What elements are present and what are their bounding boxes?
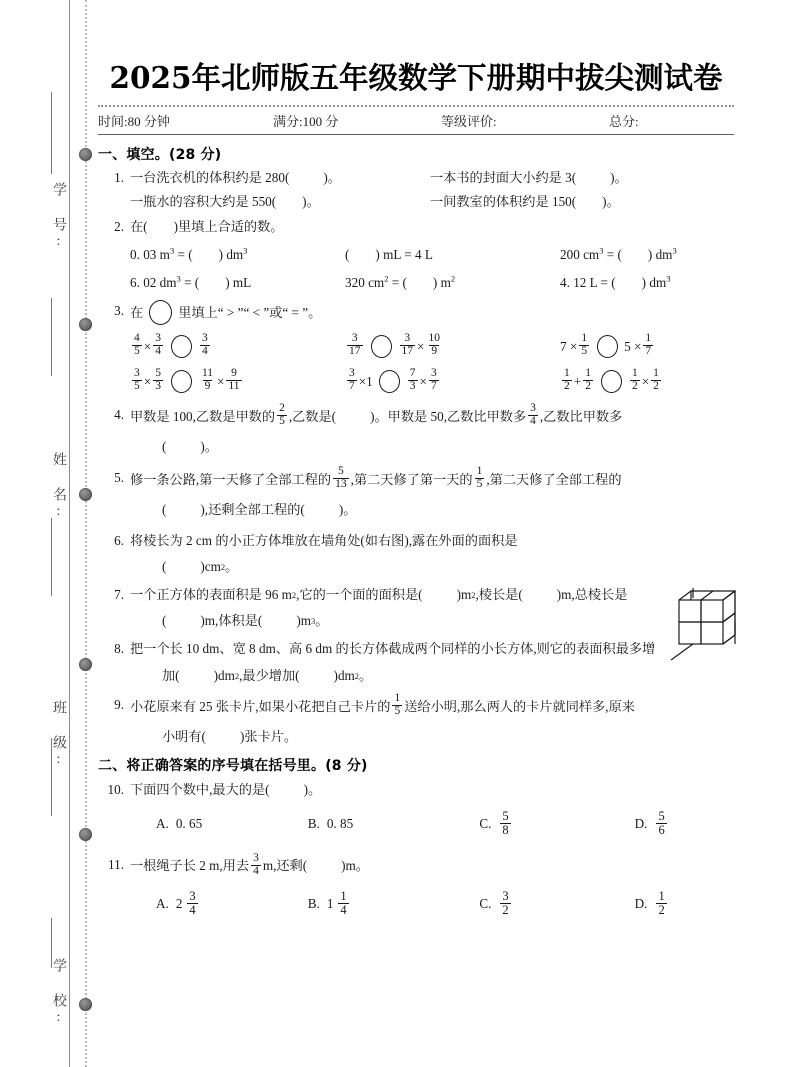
q6-text-4: 。 — [225, 559, 239, 575]
math-operator: × — [143, 338, 152, 354]
margin-divider — [51, 92, 52, 174]
comparison-circle[interactable] — [601, 370, 622, 393]
q8-text-3: )dm — [213, 668, 235, 684]
q11-text-2: m,还剩( — [262, 858, 308, 874]
option-label: B. — [307, 816, 320, 832]
comparison-circle[interactable] — [171, 335, 192, 358]
fraction-1-2: $\frac{1}{2}$ — [653, 367, 659, 393]
fraction-3-7: $\frac{3}{7}$ — [430, 367, 437, 393]
math-operator: × — [419, 373, 427, 389]
question-11 — [98, 851, 734, 879]
fraction-3-17: $\frac{3}{17}$ — [401, 332, 413, 358]
fraction-2-5: 2 5 — [279, 402, 285, 428]
fraction-11-9: $\frac{11}{9}$ — [201, 367, 214, 393]
fraction-5-8: 5 8 — [502, 808, 509, 837]
fraction-1-2: 1 2 — [658, 888, 665, 917]
question-number: 10. — [107, 781, 124, 797]
question-10 — [98, 779, 734, 801]
q3-comparison-item — [130, 369, 345, 394]
fraction-3-4: 3 4 — [201, 332, 208, 358]
question-number: 1. — [114, 170, 124, 186]
q4-text-3: )。甲数是 50,乙数比甲数多 — [370, 408, 527, 424]
q1-item-c: 一瓶水的容积大约是 550( — [130, 194, 277, 210]
q7-text-6: ( — [162, 613, 167, 629]
exam-content — [98, 0, 734, 918]
q8-text-6: 。 — [359, 668, 373, 684]
q9-text-3: 小明有( — [162, 728, 206, 744]
section-heading-multiple-choice: 二、将正确答案的序号填在括号里。(8 分) — [98, 757, 368, 774]
q4-text-2: ,乙数是( — [288, 408, 337, 424]
comparison-circle[interactable] — [149, 300, 172, 325]
math-operator: × — [217, 373, 225, 389]
margin-label-student-id: 学 号: — [51, 182, 66, 252]
option-d[interactable] — [634, 808, 734, 838]
question-6: 6. 将棱长为 2 cm 的小正方体堆放在墙角处(如右图),露在外面的面积是 ( )cm 2 。 — [98, 530, 734, 578]
fraction-3-4: $\frac{3}{4}$ — [155, 332, 161, 358]
q8-text-2: 加( — [162, 668, 180, 684]
question-number: 2. — [114, 219, 124, 235]
q1-item-d: 一间教室的体积约是 150( — [430, 194, 577, 210]
option-value: 2 — [175, 896, 183, 912]
fraction-3-4: 3 4 — [189, 888, 196, 917]
q9-text-2: 送给小明,那么两人的卡片就同样多,原来 — [404, 698, 635, 714]
q6-text-1: 将棱长为 2 cm 的小正方体堆放在墙角处(如右图),露在外面的面积是 — [130, 533, 518, 549]
exam-total-marks: 满分:100 分 — [273, 114, 339, 130]
q7-text-5: )m,总棱长是 — [556, 587, 628, 603]
option-label: A. — [156, 816, 169, 832]
info-bottom-rule — [98, 134, 734, 135]
q2-prompt-end: )里填上合适的数。 — [173, 219, 284, 235]
option-a[interactable] — [156, 811, 308, 838]
question-number: 6. — [114, 533, 124, 549]
fraction-1-2: $\frac{1}{2}$ — [585, 367, 591, 393]
fraction-3-4: 3 4 — [530, 402, 536, 428]
question-2 — [98, 216, 734, 294]
fraction-9-11: $\frac{9}{11}$ — [228, 367, 240, 393]
fraction-3-4: 3 4 — [253, 851, 259, 877]
q4-text-6: )。 — [200, 439, 218, 455]
binding-hole-icon — [79, 318, 92, 331]
question-number: 9. — [114, 697, 124, 713]
question-number: 3. — [114, 303, 124, 319]
q10-stem-end: )。 — [303, 781, 322, 797]
stacked-cubes-corner-diagram — [663, 586, 741, 664]
q2-prompt-start: 在( — [130, 219, 148, 235]
q9-text-4: )张卡片。 — [239, 728, 298, 744]
exam-info-row — [98, 107, 734, 134]
q8-text-4: ,最少增加( — [239, 668, 300, 684]
exam-score-field[interactable]: 总分: — [609, 114, 639, 130]
q3-comparison-item — [560, 334, 750, 359]
q1-item-a: 一台洗衣机的体积约是 280( — [130, 170, 290, 186]
option-label: A. — [156, 896, 169, 912]
fraction-1-2: 1 2 — [564, 367, 570, 393]
q5-text-4: ( — [162, 502, 167, 518]
q1-item-b-end: )。 — [610, 170, 628, 186]
question-number: 4. — [114, 407, 124, 423]
option-label: C. — [479, 896, 492, 912]
q3-comparison-item — [560, 369, 750, 394]
q9-text-1: 小花原来有 25 张卡片,如果小花把自己卡片的 — [130, 698, 391, 714]
question-8: 8. 把一个长 10 dm、宽 8 dm、高 6 dm 的长方体截成两个同样的小长方体,则它的表面积最多增 加( )dm 2 ,最少增加( )dm 2 。 — [98, 638, 734, 687]
question-9 — [98, 694, 734, 748]
fraction-5-13: 5 13 — [335, 465, 347, 491]
q3-prompt-start: 在 — [130, 304, 144, 320]
q6-text-2: ( — [162, 559, 167, 575]
comparison-circle[interactable] — [597, 335, 618, 358]
margin-rule — [69, 0, 70, 1067]
q3-comparison-item — [345, 369, 560, 394]
q1-item-d-end: )。 — [602, 194, 620, 210]
comparison-circle[interactable] — [379, 370, 400, 393]
exam-duration: 时间:80 分钟 — [98, 114, 170, 130]
q11-text-1: 一根绳子长 2 m,用去 — [130, 858, 250, 874]
fraction-5-3: $\frac{5}{3}$ — [155, 367, 161, 393]
math-operator: × — [143, 373, 152, 389]
question-number: 5. — [114, 470, 124, 486]
fraction-1-5: 1 5 — [476, 465, 483, 491]
binding-hole-icon — [79, 828, 92, 841]
exam-grade-field[interactable]: 等级评价: — [441, 114, 497, 130]
math-operator: 5 × — [624, 338, 642, 354]
question-number: 7. — [114, 587, 124, 603]
section-heading-fill-blank: 一、填空。(28 分) — [98, 147, 222, 164]
q7-text-4: ,棱长是( — [475, 587, 523, 603]
q4-text-5: ( — [162, 439, 167, 455]
option-b[interactable] — [308, 811, 480, 838]
q5-text-3: ,第二天修了全部工程的 — [486, 471, 622, 487]
margin-label-school: 学 校: — [51, 958, 66, 1028]
math-operator: × — [417, 338, 425, 354]
q8-text-5: )dm — [333, 668, 355, 684]
option-c[interactable] — [479, 808, 634, 838]
option-c[interactable] — [479, 888, 634, 918]
q7-text-8: )m — [296, 613, 311, 629]
question-number: 8. — [114, 641, 124, 657]
fraction-7-3: $\frac{7}{3}$ — [409, 367, 416, 393]
q3-comparison-item — [345, 334, 560, 359]
question-1 — [98, 167, 734, 213]
fraction-1-4: 1 4 — [340, 888, 347, 917]
option-d[interactable] — [634, 888, 734, 918]
question-5 — [98, 467, 734, 521]
fraction-3-5: $\frac{3}{5}$ — [134, 367, 140, 393]
q7-text-9: 。 — [315, 613, 329, 629]
q1-item-c-end: )。 — [302, 194, 320, 210]
q5-text-5: ),还剩全部工程的( — [200, 502, 305, 518]
option-label: C. — [479, 816, 492, 832]
q5-text-6: )。 — [338, 502, 357, 518]
binding-hole-icon — [79, 488, 92, 501]
math-operator: 7 × — [560, 338, 578, 354]
q3-prompt-end: 里填上“ > ”“ < ”或“ = ”。 — [178, 304, 322, 320]
q6-text-3: )cm — [200, 559, 221, 575]
page-title: 2025年北师版五年级数学下册期中拔尖测试卷 — [109, 60, 723, 95]
fraction-3-7: $\frac{3}{7}$ — [349, 367, 355, 393]
q8-text-1: 把一个长 10 dm、宽 8 dm、高 6 dm 的长方体截成两个同样的小长方体,则它的表面积最多增 — [130, 641, 656, 657]
question-number: 11. — [108, 856, 124, 872]
fraction-1-5: 1 5 — [394, 692, 401, 718]
math-operator: + — [573, 373, 582, 389]
option-value: 1 — [326, 896, 334, 912]
q7-text-7: )m,体积是( — [200, 613, 263, 629]
option-b[interactable] — [307, 888, 480, 918]
question-4 — [98, 404, 734, 458]
q2-conversion-2[interactable]: ( ) mL = 4 L — [345, 247, 433, 263]
math-operator: ×1 — [358, 373, 373, 389]
q2-conversion-3[interactable]: 200 $cm^3$ = ( ) $dm^3$ — [560, 246, 677, 263]
question-3 — [98, 300, 734, 394]
option-value: 0. 85 — [326, 816, 354, 832]
fraction-3-2: 3 2 — [502, 888, 509, 917]
question-7: 7. 一个正方体的表面积是 96 m 2 ,它的一个面的面积是( )m 2 ,棱长是( )m,总棱长是 ( )m,体积是( )m 3 。 — [98, 584, 734, 632]
option-label: D. — [634, 896, 648, 912]
q10-stem: 下面四个数中,最大的是( — [130, 781, 270, 797]
q4-text-4: ,乙数比甲数多 — [539, 408, 623, 424]
q2-conversion-5[interactable]: 320 $cm^2$ = ( ) $m^2$ — [345, 274, 456, 291]
q1-item-a-end: )。 — [323, 170, 341, 186]
q7-text-1: 一个正方体的表面积是 96 m — [130, 587, 292, 603]
binding-hole-icon — [79, 148, 92, 161]
fraction-3-17: 3 17 — [349, 332, 361, 358]
comparison-circle[interactable] — [171, 370, 192, 393]
fraction-5-6: 5 6 — [658, 808, 665, 837]
q11-text-3: )m。 — [341, 858, 369, 874]
fraction-1-7: $\frac{1}{7}$ — [645, 332, 652, 358]
option-a[interactable] — [156, 888, 308, 918]
q2-conversion-6[interactable]: 4. 12 L = ( ) $dm^3$ — [560, 274, 671, 291]
q1-item-b: 一本书的封面大小约是 3( — [430, 170, 577, 186]
q5-text-2: ,第二天修了第一天的 — [350, 471, 473, 487]
margin-divider — [51, 298, 52, 376]
comparison-circle[interactable] — [371, 335, 392, 358]
q7-text-2: ,它的一个面的面积是( — [296, 587, 423, 603]
q2-conversion-1[interactable]: 0. 03 $m^3$ = ( ) $dm^3$ — [130, 246, 248, 263]
q3-comparison-item — [130, 334, 345, 359]
fraction-10-9: $\frac{10}{9}$ — [428, 332, 440, 358]
margin-label-name: 姓 名: — [51, 452, 66, 522]
fraction-1-5: $\frac{1}{5}$ — [581, 332, 588, 358]
margin-divider — [51, 518, 52, 596]
q5-text-1: 修一条公路,第一天修了全部工程的 — [130, 471, 332, 487]
option-label: B. — [307, 896, 320, 912]
option-value: 0. 65 — [175, 816, 203, 832]
math-operator: × — [641, 373, 650, 389]
q4-text-1: 甲数是 100,乙数是甲数的 — [130, 408, 276, 424]
margin-label-class: 班 级: — [51, 700, 66, 770]
option-label: D. — [634, 816, 648, 832]
fraction-1-2: $\frac{1}{2}$ — [631, 367, 638, 393]
binding-hole-icon — [79, 658, 92, 671]
fraction-4-5: $\frac{4}{5}$ — [134, 332, 140, 358]
q7-text-3: )m — [456, 587, 472, 603]
binding-hole-icon — [79, 998, 92, 1011]
q2-conversion-4[interactable]: 6. 02 $dm^3$ = ( ) mL — [130, 274, 252, 291]
